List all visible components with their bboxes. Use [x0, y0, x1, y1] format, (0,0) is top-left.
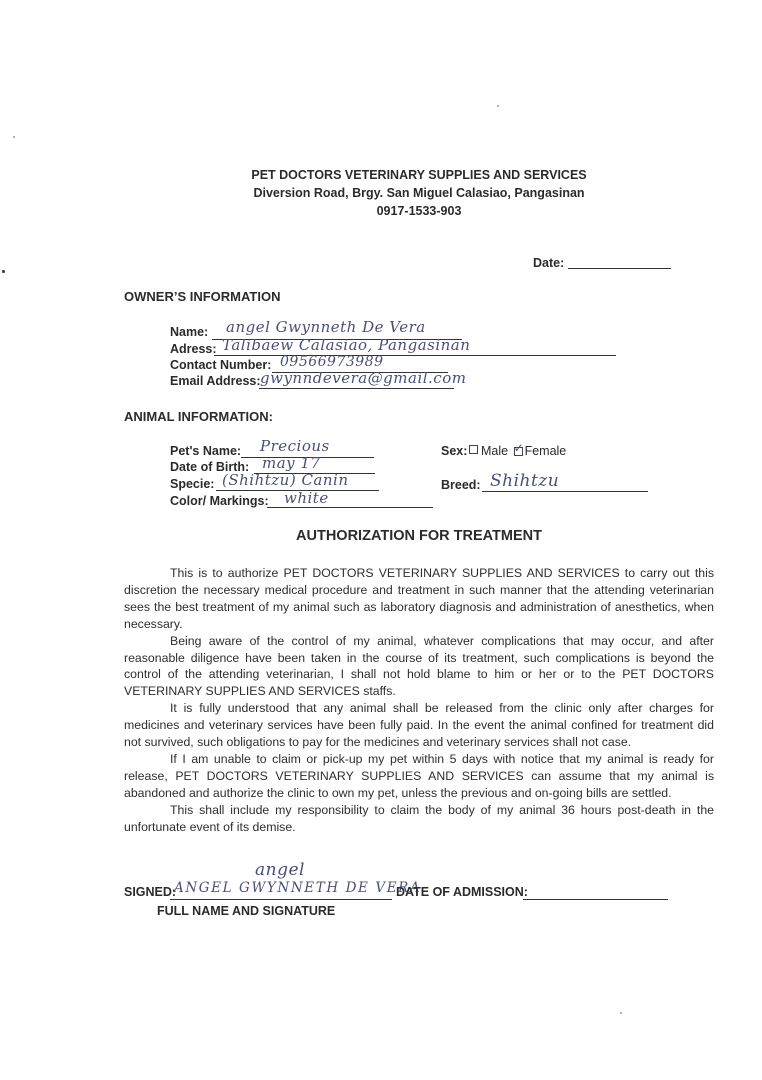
owner-name-label: Name:	[170, 325, 209, 339]
scan-speck	[2, 270, 5, 273]
breed-line	[482, 491, 648, 492]
sex-female-label: Female	[524, 444, 567, 458]
owner-address-field[interactable]: Talibaew Calasiao, Pangasinan	[222, 336, 471, 354]
date-label: Date:	[533, 256, 565, 270]
sex-male-label: Male	[481, 444, 509, 458]
owner-email-label: Email Address:	[170, 374, 261, 388]
pet-name-label: Pet's Name:	[170, 444, 242, 458]
scan-speck	[620, 1012, 622, 1014]
color-line	[267, 507, 433, 508]
authorization-paragraph: This shall include my responsibility to claim the body of my animal 36 hours post-death in the unfortunate event of its demise.	[124, 802, 714, 834]
date-of-admission-label: DATE OF ADMISSION:	[396, 885, 528, 899]
specie-label: Specie:	[170, 477, 215, 491]
company-phone: 0917-1533-903	[376, 204, 462, 218]
signature-scribble: angel	[255, 860, 305, 880]
sex-male-checkbox[interactable]	[469, 445, 478, 454]
sex-label: Sex:	[441, 444, 468, 458]
breed-label: Breed:	[441, 478, 481, 492]
owner-address-label: Adress:	[170, 342, 217, 356]
authorization-paragraph: It is fully understood that any animal shall be released from the clinic only after charges for medicines and veterinary services have been fully paid. In the event the animal confined for treatment did not survived, such obligations to pay for the medicines and veterinary services shall not case.	[124, 701, 714, 750]
color-field[interactable]: white	[284, 489, 329, 507]
animal-section-title: ANIMAL INFORMATION:	[124, 409, 273, 424]
scan-speck	[497, 105, 499, 107]
dob-field[interactable]: may 17	[262, 454, 321, 472]
check-mark-icon: ✓	[513, 441, 524, 455]
owner-email-line	[259, 388, 454, 389]
company-address: Diversion Road, Brgy. San Miguel Calasiao, Pangasinan	[253, 186, 585, 200]
signed-name-field[interactable]: ANGEL GWYNNETH DE VERA	[174, 880, 422, 896]
date-field[interactable]	[568, 268, 671, 269]
date-of-admission-field[interactable]	[523, 899, 668, 900]
owner-contact-label: Contact Number:	[170, 358, 272, 372]
sex-female-checkbox[interactable]	[513, 441, 525, 455]
signature-caption: FULL NAME AND SIGNATURE	[157, 904, 336, 918]
signed-label: SIGNED:	[124, 885, 177, 899]
owner-address-line	[214, 355, 616, 356]
authorization-paragraph: This is to authorize PET DOCTORS VETERINARY SUPPLIES AND SERVICES to carry out this discretion the necessary medical procedure and treatment in such manner that the attending veterinarian sees the best treatment of my animal such as laboratory diagnosis and administration of anesthetics, when necessary.	[124, 566, 714, 631]
authorization-paragraph: Being aware of the control of my animal, whatever complications that may occur, and after reasonable diligence have been taken in the course of its treatment, such complications is beyond the control of the attending veterinarian, I shall not hold blame to him or her or to the PET DOCTORS VETERINARY SUPPLIES AND SERVICES staffs.	[124, 633, 714, 699]
authorization-paragraph: If I am unable to claim or pick-up my pet within 5 days with notice that my animal is ready for release, PET DOCTORS VETERINARY SUPPLIES AND SERVICES can assume that my animal is abandoned and authorize the clinic to own my pet, unless the previous and on-going bills are settled.	[124, 751, 714, 800]
owner-email-field[interactable]: gwynndevera@gmail.com	[260, 369, 467, 387]
sex-options	[469, 441, 567, 458]
owner-name-field[interactable]: angel Gwynneth De Vera	[226, 318, 426, 336]
pet-name-field[interactable]: Precious	[260, 437, 330, 455]
owner-contact-field[interactable]: 09566973989	[280, 354, 384, 370]
color-label: Color/ Markings:	[170, 494, 269, 508]
specie-field[interactable]: (Shihtzu) Canin	[222, 471, 349, 489]
authorization-body	[124, 565, 714, 836]
dob-label: Date of Birth:	[170, 460, 250, 474]
owner-section-title: OWNER’S INFORMATION	[124, 289, 281, 304]
scan-speck	[13, 136, 15, 138]
breed-field[interactable]: Shihtzu	[490, 471, 560, 491]
company-name: PET DOCTORS VETERINARY SUPPLIES AND SERVICES	[251, 168, 587, 182]
authorization-title: AUTHORIZATION FOR TREATMENT	[296, 528, 542, 544]
signed-line	[170, 899, 392, 900]
